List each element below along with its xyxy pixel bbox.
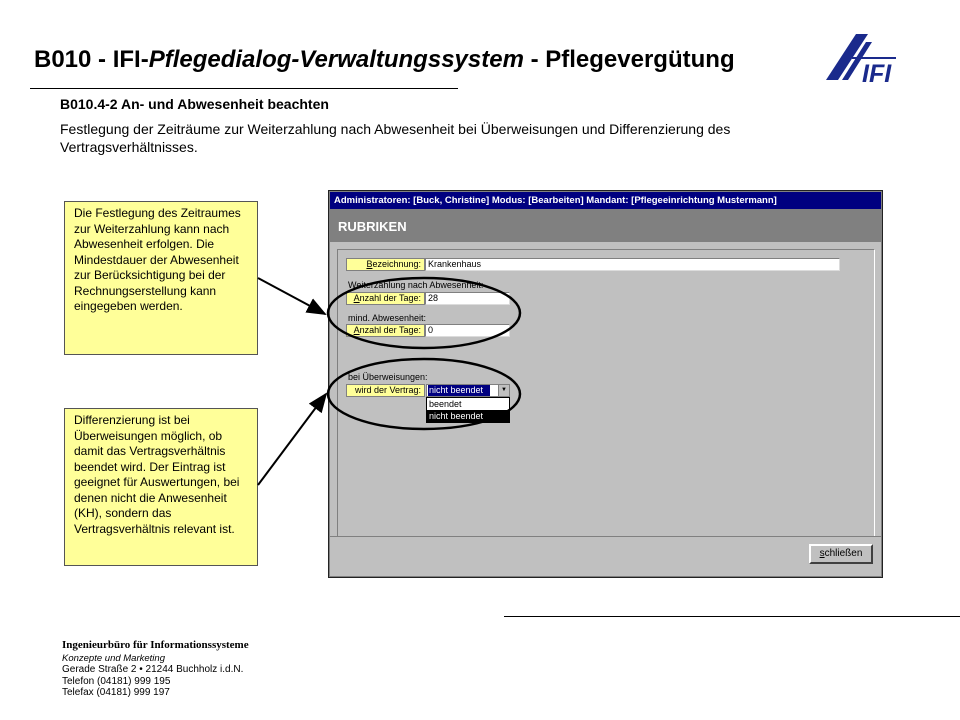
- footer-phone: Telefon (04181) 999 195: [62, 675, 171, 687]
- section-label: RUBRIKEN: [338, 219, 407, 234]
- weiterzahlung-group-label: Weiterzahlung nach Abwesenheit:: [348, 280, 484, 290]
- anzahl-tage-input-2[interactable]: 0: [425, 324, 510, 337]
- section-heading: B010.4-2 An- und Abwesenheit beachten: [60, 96, 329, 112]
- footer-company: Ingenieurbüro für Informationssysteme: [62, 639, 249, 651]
- dropdown-option-nicht-beendet[interactable]: nicht beendet: [427, 410, 509, 422]
- ueberweisungen-group-label: bei Überweisungen:: [348, 372, 428, 382]
- bezeichnung-input[interactable]: Krankenhaus: [425, 258, 840, 271]
- section-bar: [330, 210, 881, 242]
- footer-rule: [504, 616, 960, 617]
- arrow-absence: [258, 278, 325, 314]
- vertrag-combobox[interactable]: [426, 384, 510, 397]
- page-title: B010 - IFI-Pflegedialog-Verwaltungssystem - Pflegevergütung: [34, 46, 735, 73]
- mind-abwesenheit-group-label: mind. Abwesenheit:: [348, 313, 427, 323]
- bezeichnung-label: Bezeichnung:: [346, 258, 425, 271]
- ifi-logo: [822, 30, 898, 84]
- intro-text: Festlegung der Zeiträume zur Weiterzahlung nach Abwesenheit bei Überweisungen und Differenzierung des Vertragsverhältnisses.: [60, 121, 731, 155]
- anzahl-tage-label-1: Anzahl der Tage:: [346, 292, 425, 305]
- vertrag-combobox-value: nicht beendet: [428, 385, 490, 396]
- footer-address: Gerade Straße 2 • 21244 Buchholz i.d.N.: [62, 664, 244, 676]
- anzahl-tage-input-1[interactable]: 28: [425, 292, 510, 305]
- chevron-down-icon[interactable]: ▼: [498, 385, 509, 396]
- svg-text:IFI: IFI: [862, 60, 892, 84]
- callout-note-transfer: Differenzierung ist bei Überweisungen möglich, ob damit das Vertragsverhältnis beendet wird. Der Eintrag ist geeignet für Auswertungen, bei denen nicht die Anwesenheit (KH), sondern das Vertragsverhältnis relevant ist.: [64, 408, 258, 566]
- dropdown-option-beendet[interactable]: beendet: [429, 399, 462, 409]
- vertrag-dropdown-list: [426, 397, 510, 423]
- footer-tagline: Konzepte und Marketing: [62, 652, 165, 664]
- close-button[interactable]: schließen: [809, 544, 873, 564]
- anzahl-tage-label-2: Anzahl der Tage:: [346, 324, 425, 337]
- callout-note-absence: Die Festlegung des Zeitraumes zur Weiterzahlung kann nach Abwesenheit erfolgen. Die Mindestdauer der Abwesenheit zur Berücksichtigung bei der Rechnungserstellung kann eingegeben werden.: [64, 201, 258, 355]
- vertrag-label: wird der Vertrag:: [346, 384, 425, 397]
- footer-fax: Telefax (04181) 999 197: [62, 687, 170, 699]
- button-bar: [330, 536, 881, 576]
- footer: [62, 640, 249, 699]
- header-rule: [30, 88, 458, 89]
- arrow-transfer: [258, 394, 326, 485]
- window-titlebar: Administratoren: [Buck, Christine] Modus: [Bearbeiten] Mandant: [Pflegeeinrichtung Mustermann]: [330, 192, 881, 209]
